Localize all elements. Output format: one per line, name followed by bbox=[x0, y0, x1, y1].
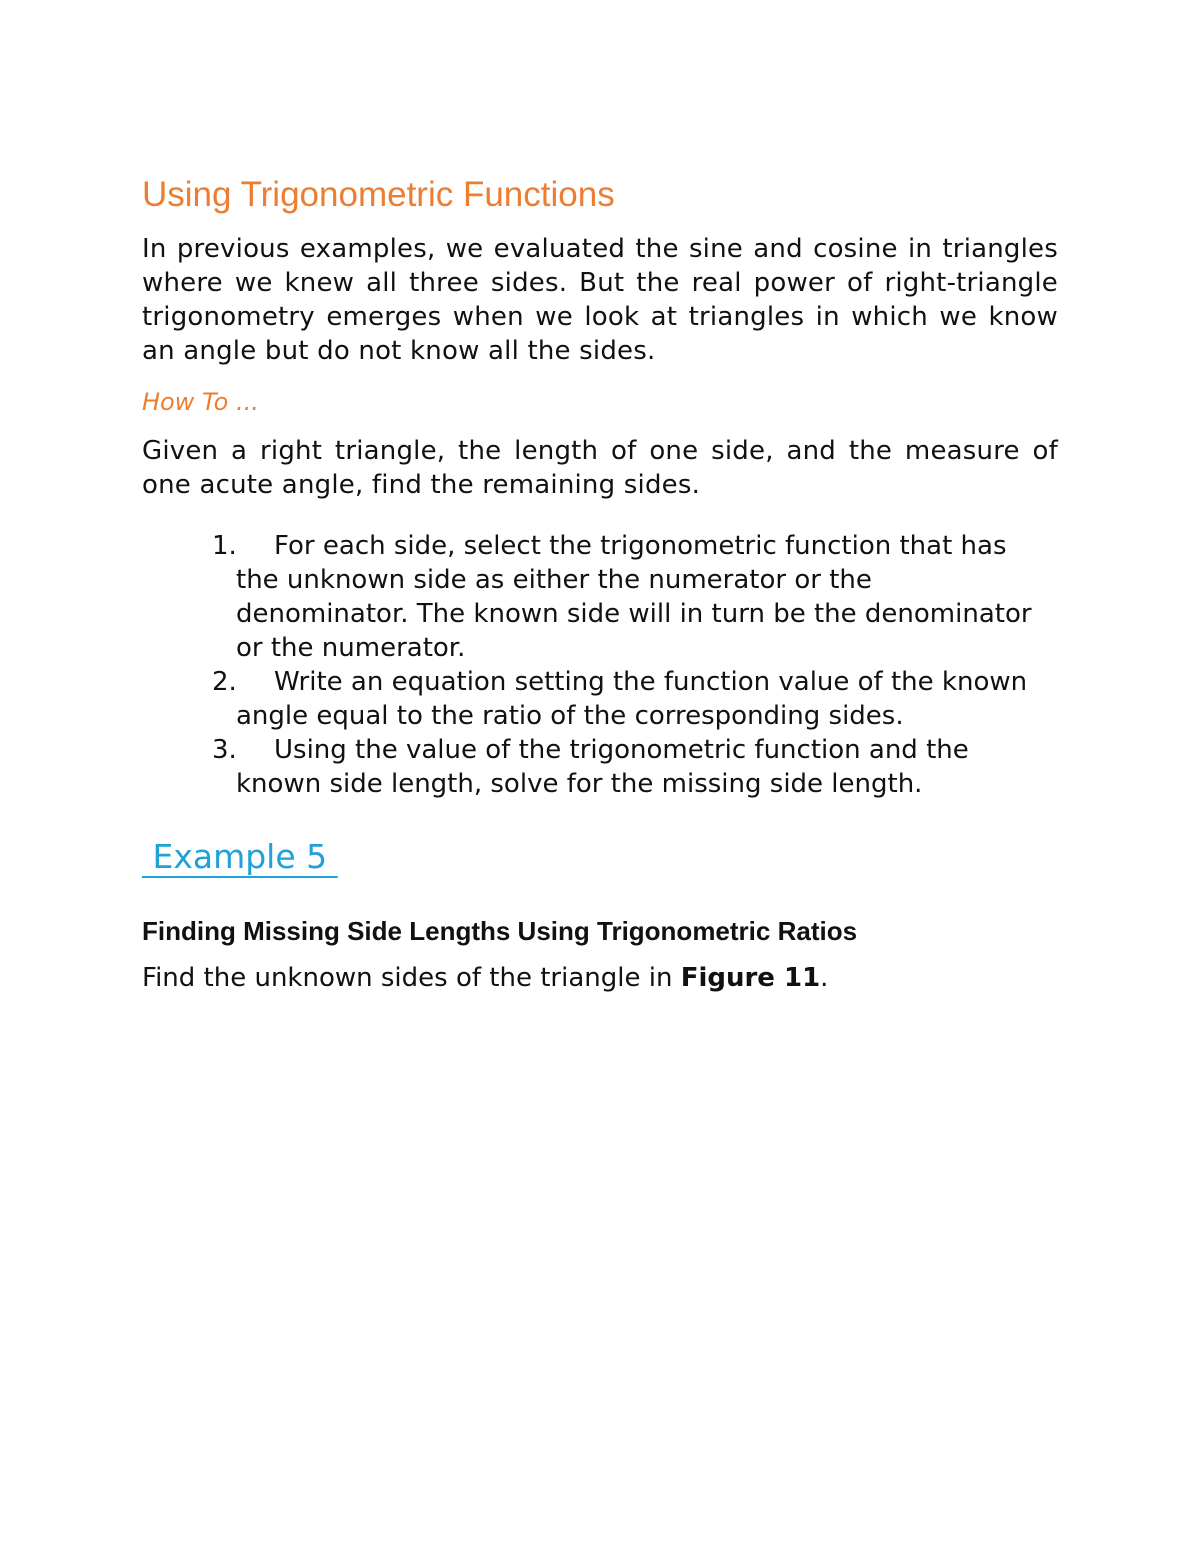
example-instruction bbox=[142, 960, 1058, 996]
figure-reference: Figure 11 bbox=[680, 963, 821, 993]
example-subtitle: Finding Missing Side Lengths Using Trigonometric Ratios bbox=[142, 916, 858, 946]
howto-label: How To ... bbox=[142, 388, 259, 416]
howto-steps-list bbox=[212, 529, 1052, 801]
instruction-suffix: . bbox=[820, 963, 829, 993]
list-item bbox=[212, 665, 1052, 733]
list-item bbox=[212, 529, 1052, 665]
example-heading-text: Example 5 bbox=[142, 837, 338, 876]
step-text: Write an equation setting the function value of the known angle equal to the ratio of the corresponding sides. bbox=[236, 667, 1028, 731]
section-title: Using Trigonometric Functions bbox=[142, 175, 615, 214]
step-number: 2. bbox=[212, 667, 237, 697]
howto-given-paragraph: Given a right triangle, the length of one side, and the measure of one acute angle, find the remaining sides. bbox=[142, 436, 1058, 500]
list-item bbox=[212, 733, 1052, 801]
intro-paragraph: In previous examples, we evaluated the sine and cosine in triangles where we knew all three sides. But the real power of right-triangle trigonometry emerges when we look at triangles in which we know an angle but do not know all the sides. bbox=[142, 234, 1058, 366]
step-number: 1. bbox=[212, 531, 237, 561]
step-text: For each side, select the trigonometric function that has the unknown side as either the numerator or the denominator. The known side will in turn be the denominator or the numerator. bbox=[236, 531, 1032, 663]
step-text: Using the value of the trigonometric function and the known side length, solve for the missing side length. bbox=[236, 735, 969, 799]
example-heading bbox=[142, 831, 1058, 883]
document-page bbox=[142, 168, 1058, 996]
step-number: 3. bbox=[212, 735, 237, 765]
instruction-prefix: Find the unknown sides of the triangle in bbox=[142, 963, 681, 993]
